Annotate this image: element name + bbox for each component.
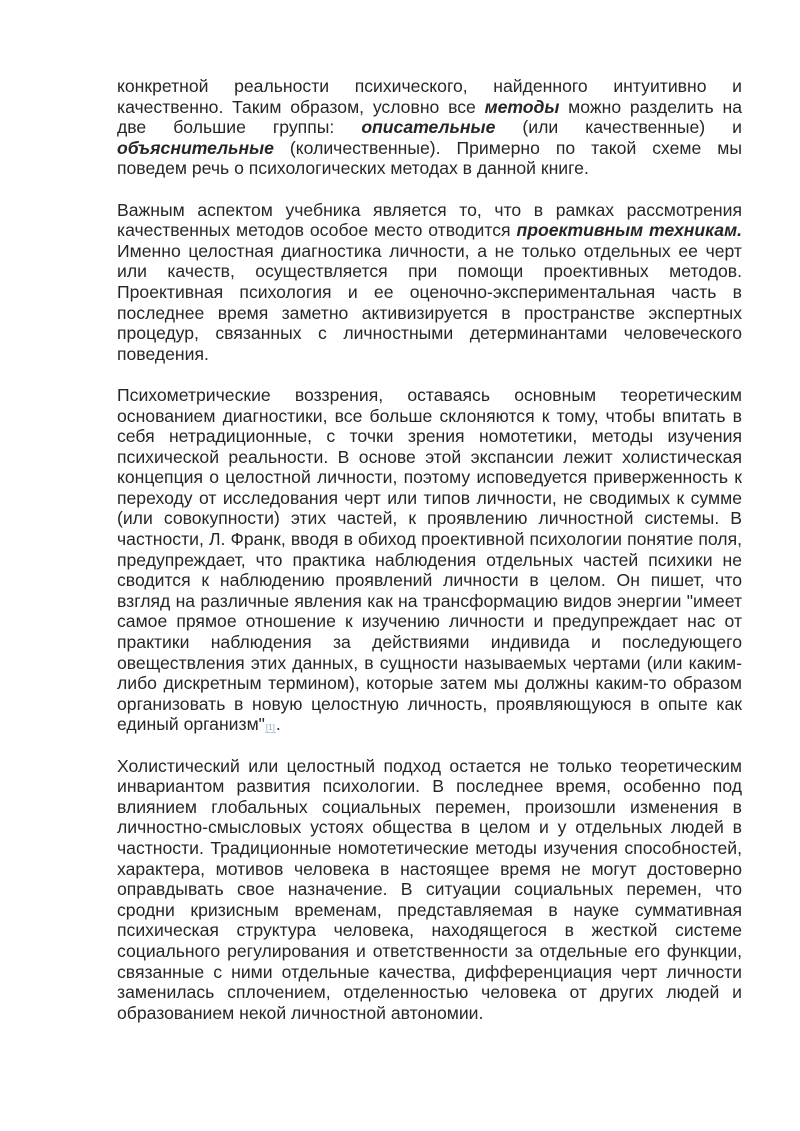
paragraph-text: Именно целостная диагностика личности, а не только отдельных ее черт или качеств, осуществляется при помощи проективных методов. Проективная психология и ее оценочно-экспериментальная часть в последнее время заметно активизируется в пространстве экспертных процедур, связанных с личностными детерминантами человеческого поведения. <box>117 240 742 364</box>
term-explanatory: объяснительные <box>117 137 274 158</box>
paragraph-text: Психометрические воззрения, оставаясь основным теоретическим основанием диагностики, все больше склоняются к тому, чтобы впитать в себя нетрадиционные, с точки зрения номотетики, методы изучения психической реальности. В основе этой экспансии лежит холистическая концепция о целостной личности, поэтому исповедуется приверженность к переходу от исследования черт или типов личности, не сводимых к сумме (или совокупности) этих частей, к проявлению личностной системы. В частности, Л. Франк, вводя в обиход проективной психологии понятие поля, предупреждает, что практика наблюдения отдельных частей психики не сводится к наблюдению проявлений личности в целом. Он пишет, что взгляд на различные явления как на трансформацию видов энергии "имеет самое прямое отношение к изучению личности и предупреждает нас от практики наблюдения за действиями индивида и последующего овеществления этих данных, в сущности называемых чертами (или каким-либо дискретным термином), которые затем мы должны каким-то образом организовать в новую целостную личность, проявляющуюся в опыте как единый организм" <box>117 384 742 735</box>
paragraph-text: можно разделить на две большие группы: <box>117 96 742 138</box>
paragraph-methods-classification <box>117 76 742 179</box>
footnote-link[interactable]: [1] <box>265 723 275 733</box>
document-page <box>117 76 742 1044</box>
term-methods: методы <box>484 96 560 117</box>
paragraph-text: Холистический или целостный подход остается не только теоретическим инвариантом развития психологии. В последнее время, особенно под влиянием глобальных социальных перемен, произошли изменения в личностно-смысловых устоях общества в целом и у отдельных людей в частности. Традиционные номотетические методы изучения способностей, характера, мотивов человека в настоящее время не могут достоверно оправдывать свое назначение. В ситуации социальных перемен, что сродни кризисным временам, представляемая в науке суммативная психическая структура человека, находящегося в жесткой системе социального регулирования и ответственности за отдельные его функции, связанные с ними отдельные качества, дифференциация черт личности заменилась сплочением, отделенностью человека от других людей и образованием некой личностной автономии. <box>117 755 742 1023</box>
paragraph-text: Важным аспектом учебника является то, что в рамках рассмотрения качественных методов особое место отводится <box>117 199 742 241</box>
paragraph-holistic-approach <box>117 756 742 1024</box>
term-descriptive: описательные <box>361 117 496 138</box>
term-projective-techniques: проективным техникам. <box>516 220 742 241</box>
paragraph-psychometric-views <box>117 385 742 735</box>
paragraph-text: . <box>275 714 281 735</box>
paragraph-text: (количественные). Примерно по такой схеме мы поведем речь о психологических методах в данной книге. <box>117 137 742 179</box>
paragraph-text: конкретной реальности психического, найденного интуитивно и качественно. Таким образом, условно все <box>117 76 742 117</box>
paragraph-projective-techniques <box>117 200 742 365</box>
paragraph-text: (или качественные) и <box>495 117 743 138</box>
